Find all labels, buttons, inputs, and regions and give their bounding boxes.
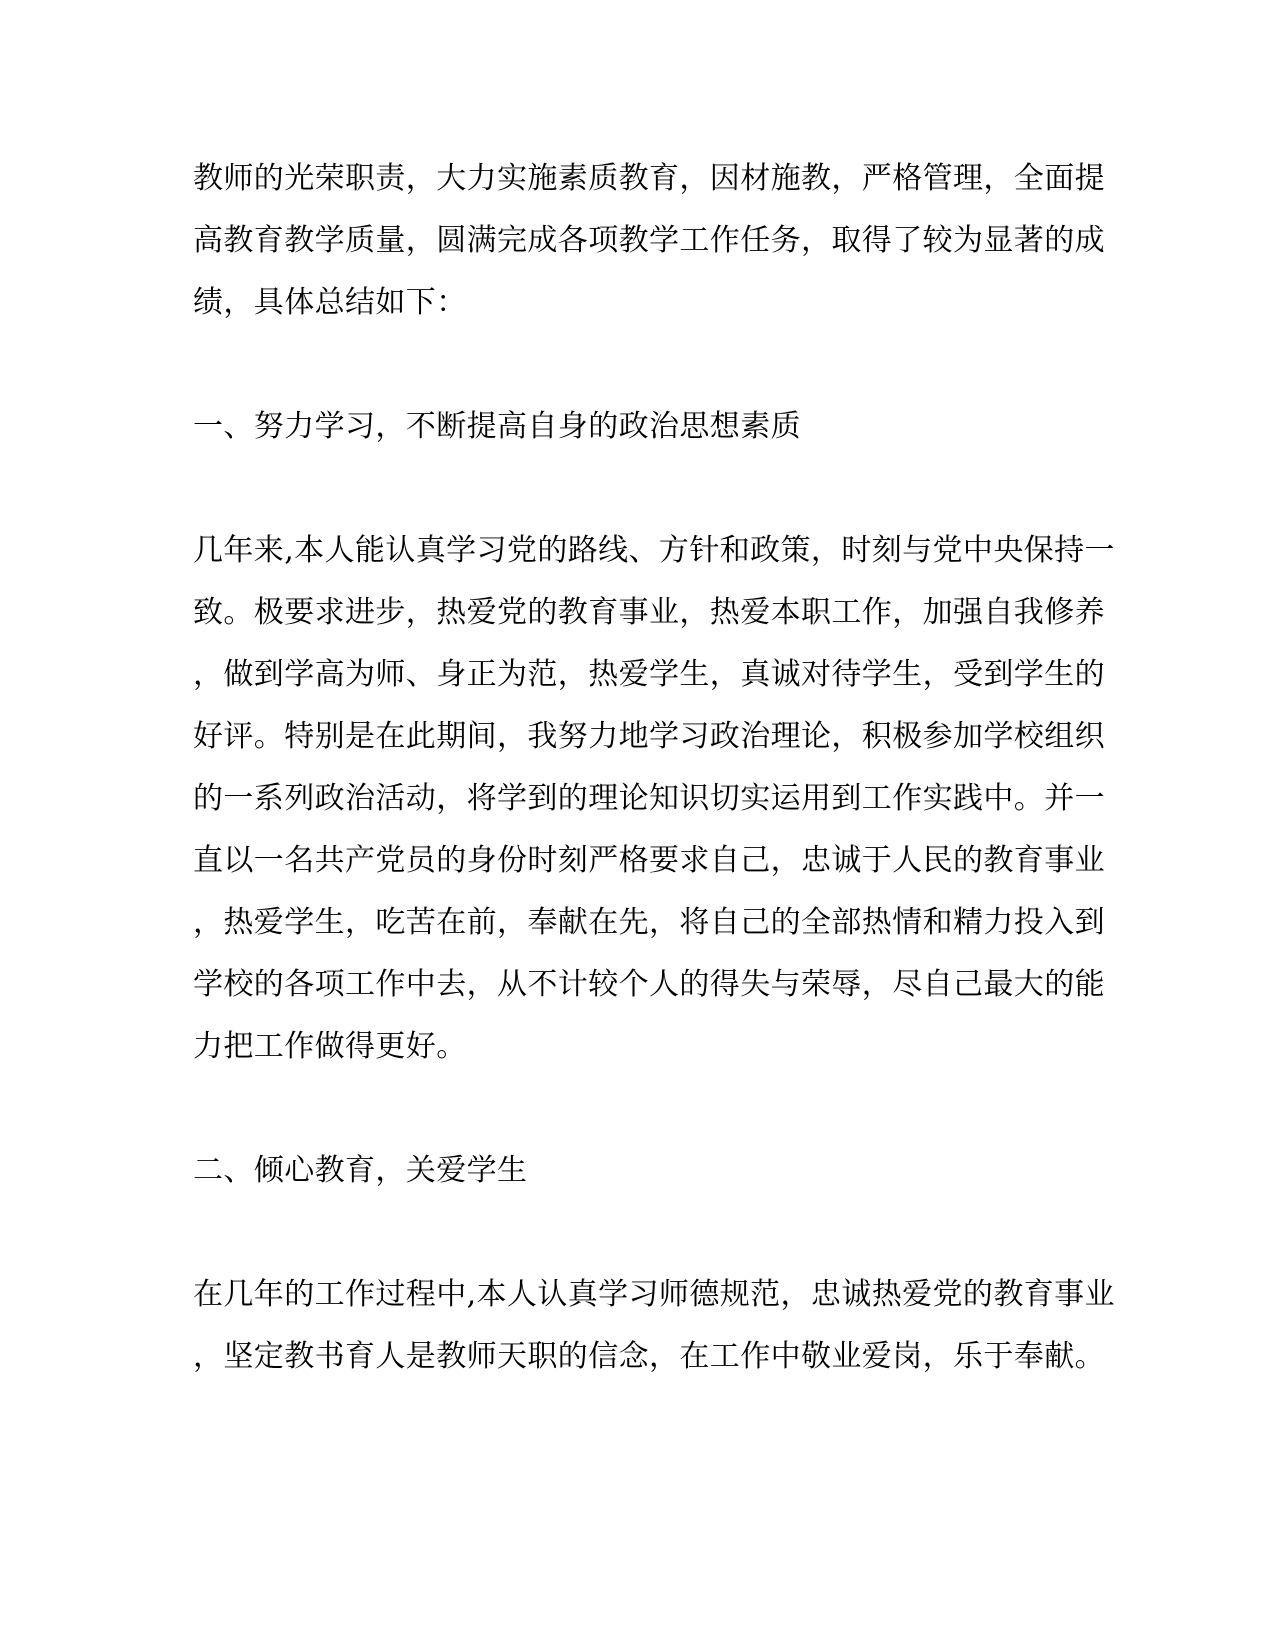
intro-line: 绩，具体总结如下：	[193, 285, 467, 320]
section-1-line: 直以一名共产党员的身份时刻严格要求自己，忠诚于人民的教育事业	[193, 843, 1105, 878]
section-1-heading: 一、努力学习，不断提高自身的政治思想素质	[193, 409, 801, 444]
section-2-line: ，坚定教书育人是教师天职的信念，在工作中敬业爱岗，乐于奉献。	[193, 1339, 1105, 1374]
section-1-line: 好评。特别是在此期间，我努力地学习政治理论，积极参加学校组织	[193, 719, 1105, 754]
section-1-line: ，热爱学生，吃苦在前，奉献在先，将自己的全部热情和精力投入到	[193, 905, 1105, 940]
section-1-line: 力把工作做得更好。	[193, 1029, 467, 1064]
intro-line: 高教育教学质量，圆满完成各项教学工作任务，取得了较为显著的成	[193, 223, 1105, 258]
section-1-line: ，做到学高为师、身正为范，热爱学生，真诚对待学生，受到学生的	[193, 657, 1105, 692]
section-1-line: 学校的各项工作中去，从不计较个人的得失与荣辱，尽自己最大的能	[193, 967, 1105, 1002]
intro-line: 教师的光荣职责，大力实施素质教育，因材施教，严格管理，全面提	[193, 161, 1105, 196]
section-2-line: 在几年的工作过程中,本人认真学习师德规范，忠诚热爱党的教育事业	[193, 1277, 1115, 1312]
section-1-line: 致。极要求进步，热爱党的教育事业，热爱本职工作，加强自我修养	[193, 595, 1105, 630]
section-2-heading: 二、倾心教育，关爱学生	[193, 1153, 528, 1188]
section-1-line: 的一系列政治活动，将学到的理论知识切实运用到工作实践中。并一	[193, 781, 1105, 816]
section-1-line: 几年来,本人能认真学习党的路线、方针和政策，时刻与党中央保持一	[193, 533, 1115, 568]
